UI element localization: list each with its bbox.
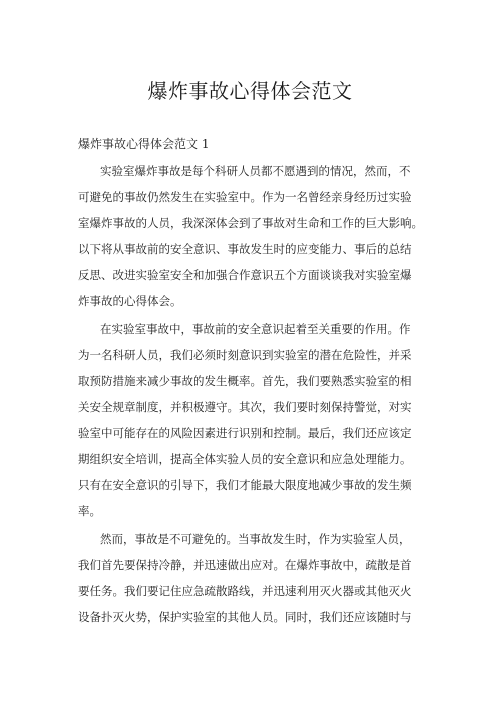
paragraph-line: 关安全规章制度，并积极遵守。其次，我们要时刻保持警觉，对实 bbox=[78, 400, 412, 414]
paragraph-line: 为一名科研人员，我们必须时刻意识到实验室的潜在危险性，并采 bbox=[78, 348, 412, 362]
paragraph-line: 要任务。我们要记住应急疏散路线，并迅速利用灭火器或其他灭火 bbox=[78, 584, 412, 598]
paragraph-line: 可避免的事故仍然发生在实验室中。作为一名曾经亲身经历过实验 bbox=[78, 190, 412, 204]
paragraph-line: 只有在安全意识的引导下，我们才能最大限度地减少事故的发生频 bbox=[78, 478, 412, 492]
paragraph-line: 室爆炸事故的人员，我深深体会到了事故对生命和工作的巨大影响。 bbox=[78, 216, 423, 230]
paragraph-line: 期组织安全培训，提高全体实验人员的安全意识和应急处理能力。 bbox=[78, 452, 412, 466]
paragraph-line: 炸事故的心得体会。 bbox=[78, 294, 182, 308]
paragraph-line: 在实验室事故中，事故前的安全意识起着至关重要的作用。作 bbox=[100, 322, 411, 336]
paragraph-line: 以下将从事故前的安全意识、事故发生时的应变能力、事后的总结 bbox=[78, 242, 412, 256]
paragraph-line: 然而，事故是不可避免的。当事故发生时，作为实验室人员， bbox=[100, 532, 411, 546]
paragraph-line: 实验室爆炸事故是每个科研人员都不愿遇到的情况，然而，不 bbox=[100, 164, 411, 178]
paragraph-line: 率。 bbox=[78, 504, 101, 518]
document-title: 爆炸事故心得体会范文 bbox=[147, 79, 353, 103]
paragraph-line: 设备扑灭火势，保护实验室的其他人员。同时，我们还应该随时与 bbox=[78, 610, 412, 624]
paragraph-line: 取预防措施来减少事故的发生概率。首先，我们要熟悉实验室的相 bbox=[78, 374, 412, 388]
paragraph-line: 反思、改进实验室安全和加强合作意识五个方面谈谈我对实验室爆 bbox=[78, 268, 412, 282]
paragraph-line: 验室中可能存在的风险因素进行识别和控制。最后，我们还应该定 bbox=[78, 426, 412, 440]
paragraph-line: 我们首先要保持冷静，并迅速做出应对。在爆炸事故中，疏散是首 bbox=[78, 558, 412, 572]
section-heading: 爆炸事故心得体会范文 1 bbox=[78, 137, 210, 151]
